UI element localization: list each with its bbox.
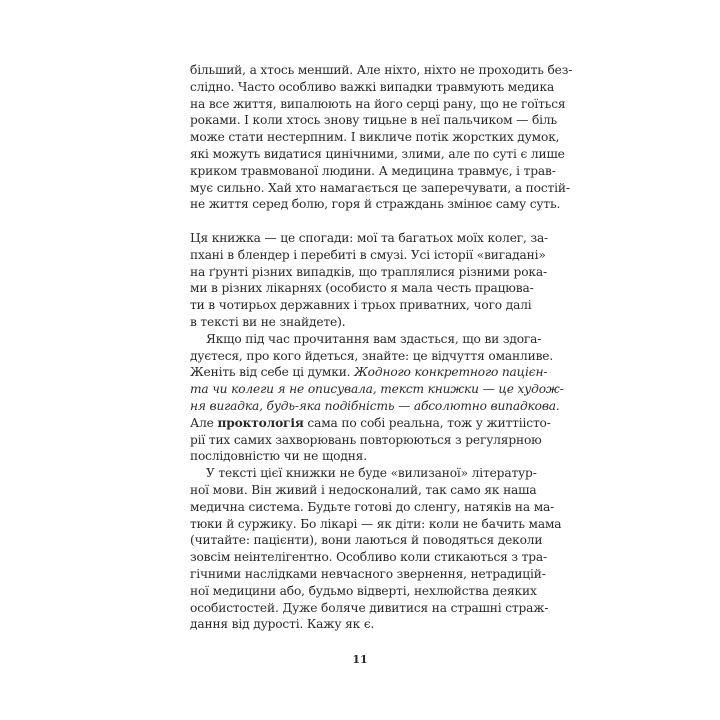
- text-line: особистостей. Дуже боляче дивитися на страшні страж-: [190, 600, 549, 615]
- text-line: на все життя, випалюють на його серці рану, що не гоїться: [190, 96, 566, 111]
- italic-text: Жодного конкретного пацієн-: [354, 365, 548, 380]
- plain-text: Але: [190, 415, 218, 430]
- bold-term: проктологія: [217, 415, 304, 430]
- text-line: тюки й суржику. Бо лікарі — як діти: коли не бачить мама: [190, 516, 562, 531]
- text-line: ної мови. Він живий і недосконалий, так само як наша: [190, 482, 537, 497]
- text-line: які можуть видатися цинічними, злими, але по суті є лише: [190, 146, 565, 161]
- text-line: рії тих самих захворювань повторюються з регулярною: [190, 432, 542, 447]
- text-line: роками. І коли хтось знову тицьне в неї пальчиком — біль: [190, 113, 557, 128]
- text-line: [190, 364, 548, 381]
- text-line: в тексті ви не знайдете).: [190, 314, 346, 329]
- body-text: [190, 230, 564, 633]
- plain-text: сама по собі реальна, тож у життіісто-: [303, 415, 551, 430]
- text-line: не життя серед болю, горя й страждань змінює саму суть.: [190, 197, 561, 212]
- text-line: Якщо під час прочитання вам здасться, що ви здога-: [206, 331, 542, 346]
- text-line: гічними наслідками невчасного звернення, нетрадицій-: [190, 566, 546, 581]
- plain-text: Женіть від себе ці думки.: [190, 365, 355, 380]
- text-line: послідовністю чи не щодня.: [190, 449, 367, 464]
- page-number: 11: [352, 653, 368, 666]
- text-line: дання від дурості. Кажу як є.: [190, 617, 375, 632]
- text-line: може стати нестерпним. І викличе потік жорстких думок,: [190, 130, 560, 145]
- paragraph-1: [190, 62, 573, 213]
- text-line: Ця книжка — це спогади: мої та багатьох моїх колег, за-: [190, 231, 549, 245]
- text-line: криком травмованої людини. А медицина травмує, і трав-: [190, 163, 556, 178]
- text-line: ти в чотирьох державних і трьох приватних, чого далі: [190, 298, 532, 313]
- text-line: дуєтеся, про кого йдеться, знайте: це відчуття оманливе.: [190, 348, 554, 363]
- italic-text-line: ня вигадка, будь-яка подібність — абсолютно випадкова.: [190, 398, 560, 413]
- text-line: У тексті цієї книжки не буде «вилизаної» літератур-: [206, 466, 537, 481]
- text-line: медична система. Будьте готові до сленгу, натяків на ма-: [190, 499, 555, 514]
- text-line: зовсім неінтелігентно. Особливо коли стикаються з тра-: [190, 550, 547, 565]
- text-line: мує сильно. Хай хто намагається це заперечувати, а постій-: [190, 180, 570, 195]
- text-line: ної медицини або, будьмо відверті, нехлюйства деяких: [190, 583, 537, 598]
- text-line: на ґрунті різних випадків, що траплялися різними рока-: [190, 264, 547, 279]
- text-line: ми в різних лікарнях (особисто я мала честь працюва-: [190, 281, 534, 296]
- text-line: слідно. Часто особливо важкі випадки травмують медика: [190, 79, 555, 94]
- text-line: [190, 415, 551, 432]
- text-line: пхані в блендер і перебиті в смузі. Усі історії «вигадані»: [190, 247, 546, 262]
- text-line: (читайте: пацієнти), вони лаються й поводяться деколи: [190, 533, 543, 548]
- italic-text-line: та чи колеги я не описувала, текст книжки — це худож-: [190, 382, 564, 397]
- text-line: більший, а хтось менший. Але ніхто, ніхто не проходить без-: [190, 63, 573, 77]
